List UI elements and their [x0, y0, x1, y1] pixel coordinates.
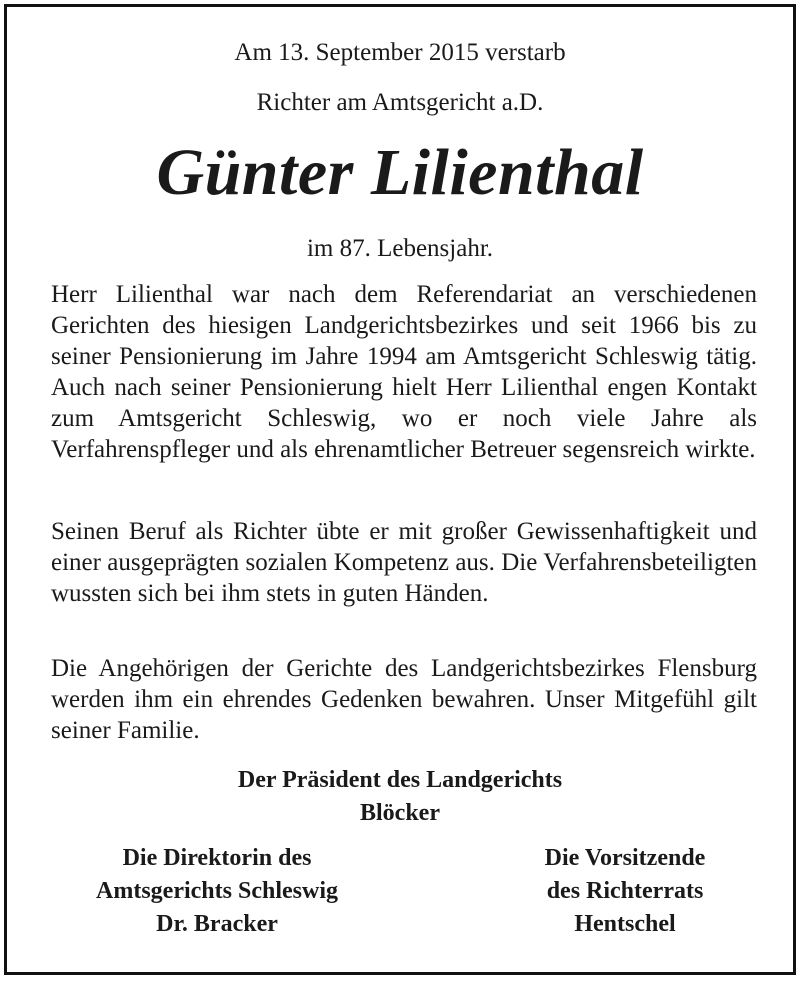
signature-president — [7, 764, 793, 830]
signature-title: Amtsgerichts Schleswig — [96, 878, 338, 904]
signature-name: Dr. Bracker — [156, 911, 278, 937]
deceased-name: Günter Lilienthal — [156, 136, 644, 209]
body-paragraph: Seinen Beruf als Richter übte er mit großer Gewissenhaftigkeit und einer ausgeprägten sozialen Kompetenz aus. Die Verfahrensbeteiligten wussten sich bei ihm stets in guten Händen. — [51, 518, 757, 607]
signature-title: Der Präsident des Landgerichts — [237, 767, 563, 793]
signature-name: Hentschel — [574, 911, 676, 937]
age-line: im 87. Lebensjahr. — [306, 235, 494, 262]
intro-line-date: Am 13. September 2015 verstarb — [234, 39, 566, 66]
body-paragraph: Herr Lilienthal war nach dem Referendariat an verschiedenen Gerichten des hiesigen Landgerichtsbezirkes und seit 1966 bis zu seiner Pensionierung im Jahre 1994 am Amtsgericht Schleswig tätig. Auch nach seiner Pensionierung hielt Herr Lilienthal engen Kontakt zum Amtsgericht Schleswig, wo er noch viele Jahre als Verfahrenspfleger und als ehrenamtlicher Betreuer segensreich wirkte. — [51, 281, 757, 463]
body-paragraph: Die Angehörigen der Gerichte des Landgerichtsbezirkes Flensburg werden ihm ein ehrendes Gedenken bewahren. Unser Mitgefühl gilt seiner Familie. — [51, 655, 757, 744]
signature-chair — [475, 842, 775, 941]
signature-title: des Richterrats — [546, 878, 704, 904]
intro-line-title: Richter am Amtsgericht a.D. — [256, 89, 544, 116]
signature-director — [37, 842, 397, 941]
signature-title: Die Direktorin des — [122, 845, 312, 871]
signature-title: Die Vorsitzende — [544, 845, 706, 871]
obituary-frame — [4, 4, 796, 975]
signature-name: Blöcker — [360, 800, 440, 826]
